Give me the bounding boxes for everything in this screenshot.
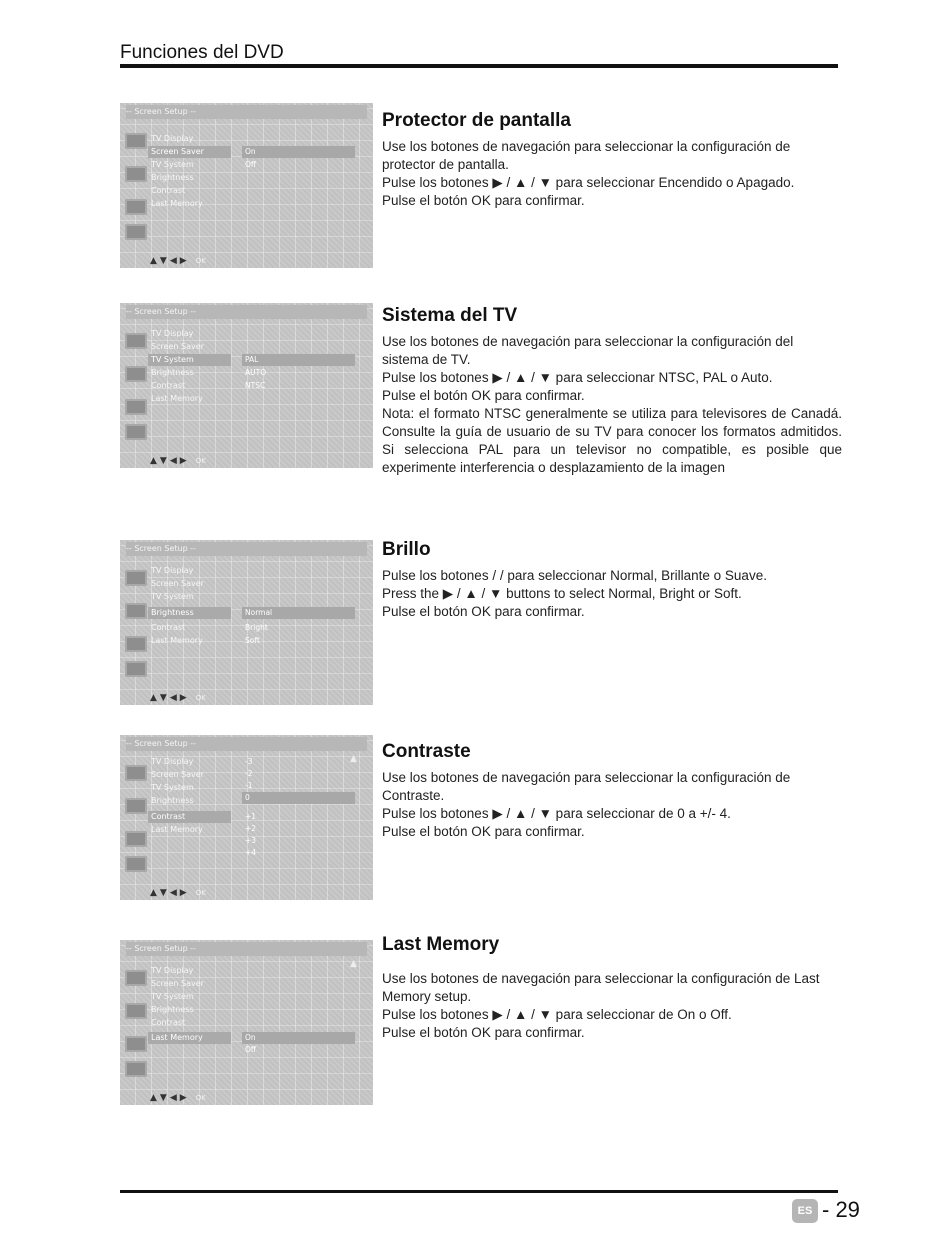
body-text: Use los botones de navegación para seleccionar la configuración del sistema de TV.	[382, 334, 794, 367]
nav-arrows: ▲▼◀▶	[150, 888, 190, 898]
menu-item: Contrast	[148, 811, 231, 823]
option: PAL	[242, 354, 355, 366]
body-text: Use los botones de navegación para seleccionar la configuración de Contraste.	[382, 770, 791, 803]
menu-item: TV System	[151, 992, 194, 1001]
option: -3	[245, 757, 253, 766]
menu-item: TV System	[151, 783, 194, 792]
speaker-icon	[125, 166, 147, 182]
option: 0	[242, 792, 355, 804]
option: AUTO	[245, 368, 267, 377]
menu-item: Brightness	[151, 173, 194, 182]
menu-item: Last Memory	[151, 199, 203, 208]
menu-item: Brightness	[151, 368, 194, 377]
menu-icon	[125, 1061, 147, 1077]
tv-display-icon	[125, 765, 147, 781]
menu-item: Contrast	[151, 1018, 186, 1027]
nav-hint	[150, 888, 206, 898]
menu-screenshot	[120, 103, 373, 268]
section-title: Sistema del TV	[382, 305, 518, 326]
settings-icon	[125, 399, 147, 415]
settings-icon	[125, 636, 147, 652]
nav-ok: OK	[195, 889, 206, 897]
footer-rule	[120, 1190, 838, 1193]
menu-title: -- Screen Setup --	[126, 942, 367, 956]
body-text: Use los botones de navegación para seleccionar la configuración de Last Memory setup.	[382, 971, 820, 1004]
menu-item: Screen Saver	[151, 342, 204, 351]
menu-title: -- Screen Setup --	[126, 305, 367, 319]
body-text: Pulse los botones ▶ / ▲ / ▼ para seleccionar de 0 a +/- 4.	[382, 806, 731, 821]
section-text	[382, 110, 842, 210]
nav-hint	[150, 693, 206, 703]
section-text	[382, 539, 842, 621]
menu-item: TV Display	[151, 566, 194, 575]
section-title: Brillo	[382, 539, 431, 560]
section-text	[382, 934, 842, 1042]
body-text: Pulse los botones ▶ / ▲ / ▼ para seleccionar Encendido o Apagado.	[382, 175, 795, 190]
body-text: Use los botones de navegación para seleccionar la configuración de protector de pantalla.	[382, 139, 791, 172]
section-text	[382, 741, 842, 841]
tv-display-icon	[125, 570, 147, 586]
scroll-up-arrow-icon: ▲	[350, 754, 357, 764]
body-text: Pulse el botón OK para confirmar.	[382, 604, 585, 619]
body-text: Pulse el botón OK para confirmar.	[382, 193, 585, 208]
menu-title: -- Screen Setup --	[126, 542, 367, 556]
menu-title: -- Screen Setup --	[126, 105, 367, 119]
scroll-up-arrow-icon: ▲	[350, 959, 357, 969]
section-tv-system	[120, 300, 840, 500]
body-text: Pulse los botones / / para seleccionar Normal, Brillante o Suave.	[382, 568, 767, 583]
nav-ok: OK	[195, 457, 206, 465]
menu-item: Screen Saver	[151, 770, 204, 779]
nav-arrows: ▲▼◀▶	[150, 256, 190, 266]
option: Off	[245, 1045, 257, 1054]
section-title: Contraste	[382, 741, 471, 762]
nav-arrows: ▲▼◀▶	[150, 456, 190, 466]
menu-item: Contrast	[151, 186, 186, 195]
menu-icon	[125, 224, 147, 240]
nav-ok: OK	[195, 257, 206, 265]
menu-item: TV Display	[151, 757, 194, 766]
menu-item: Contrast	[151, 623, 186, 632]
nav-arrows: ▲▼◀▶	[150, 1093, 190, 1103]
speaker-icon	[125, 603, 147, 619]
menu-item: TV Display	[151, 329, 194, 338]
option: +4	[245, 848, 257, 857]
speaker-icon	[125, 798, 147, 814]
page-header-title: Funciones del DVD	[120, 42, 284, 63]
section-last-memory	[120, 930, 840, 1110]
menu-icon	[125, 661, 147, 677]
page-number: - 29	[822, 1197, 860, 1222]
menu-item: Screen Saver	[148, 146, 231, 158]
section-brightness	[120, 535, 840, 710]
note-text: Nota: el formato NTSC generalmente se utiliza para televisores de Canadá. Consulte la guía de usuario de su TV para conocer los formatos admitidos. Si selecciona PAL para un televisor no compatible, es posible que experimente interferencia o desplazamiento de la imagen	[382, 406, 842, 475]
menu-item: Contrast	[151, 381, 186, 390]
option: On	[242, 146, 355, 158]
language-badge: ES	[792, 1199, 818, 1223]
menu-item: TV System	[148, 354, 231, 366]
section-screen-saver	[120, 100, 840, 275]
speaker-icon	[125, 1003, 147, 1019]
body-text: Press the ▶ / ▲ / ▼ buttons to select Normal, Bright or Soft.	[382, 586, 742, 601]
menu-item: Brightness	[151, 1005, 194, 1014]
body-text: Pulse el botón OK para confirmar.	[382, 1025, 585, 1040]
menu-item: TV System	[151, 160, 194, 169]
menu-item: Screen Saver	[151, 579, 204, 588]
menu-title: -- Screen Setup --	[126, 737, 367, 751]
settings-icon	[125, 1036, 147, 1052]
option: +3	[245, 836, 257, 845]
option: NTSC	[245, 381, 266, 390]
tv-display-icon	[125, 333, 147, 349]
menu-screenshot	[120, 735, 373, 900]
menu-item: Last Memory	[151, 636, 203, 645]
option: -1	[245, 781, 253, 790]
tv-display-icon	[125, 133, 147, 149]
settings-icon	[125, 199, 147, 215]
option: Bright	[245, 623, 268, 632]
section-contrast	[120, 735, 840, 910]
menu-screenshot	[120, 540, 373, 705]
menu-screenshot	[120, 940, 373, 1105]
nav-hint	[150, 456, 206, 466]
menu-item: TV Display	[151, 966, 194, 975]
menu-item: Last Memory	[151, 825, 203, 834]
option: +2	[245, 824, 257, 833]
menu-screenshot	[120, 303, 373, 468]
menu-item: Last Memory	[148, 1032, 231, 1044]
menu-icon	[125, 856, 147, 872]
nav-arrows: ▲▼◀▶	[150, 693, 190, 703]
body-text: Pulse los botones ▶ / ▲ / ▼ para seleccionar NTSC, PAL o Auto.	[382, 370, 773, 385]
body-text: Pulse los botones ▶ / ▲ / ▼ para seleccionar de On o Off.	[382, 1007, 732, 1022]
option: -2	[245, 769, 253, 778]
menu-item: Last Memory	[151, 394, 203, 403]
menu-item: TV System	[151, 592, 194, 601]
section-text	[382, 305, 842, 477]
menu-item: Brightness	[151, 796, 194, 805]
header-rule	[120, 64, 838, 68]
menu-icon	[125, 424, 147, 440]
nav-ok: OK	[195, 1094, 206, 1102]
option: Off	[245, 160, 257, 169]
tv-display-icon	[125, 970, 147, 986]
settings-icon	[125, 831, 147, 847]
section-title: Protector de pantalla	[382, 110, 571, 131]
body-text: Pulse el botón OK para confirmar.	[382, 388, 585, 403]
nav-hint	[150, 256, 206, 266]
option: +1	[245, 812, 257, 821]
option: Soft	[245, 636, 260, 645]
option: On	[242, 1032, 355, 1044]
section-title: Last Memory	[382, 934, 500, 955]
speaker-icon	[125, 366, 147, 382]
menu-item: Brightness	[148, 607, 231, 619]
menu-item: Screen Saver	[151, 979, 204, 988]
menu-item: TV Display	[151, 134, 194, 143]
body-text: Pulse el botón OK para confirmar.	[382, 824, 585, 839]
option: Normal	[242, 607, 355, 619]
nav-ok: OK	[195, 694, 206, 702]
nav-hint	[150, 1093, 206, 1103]
